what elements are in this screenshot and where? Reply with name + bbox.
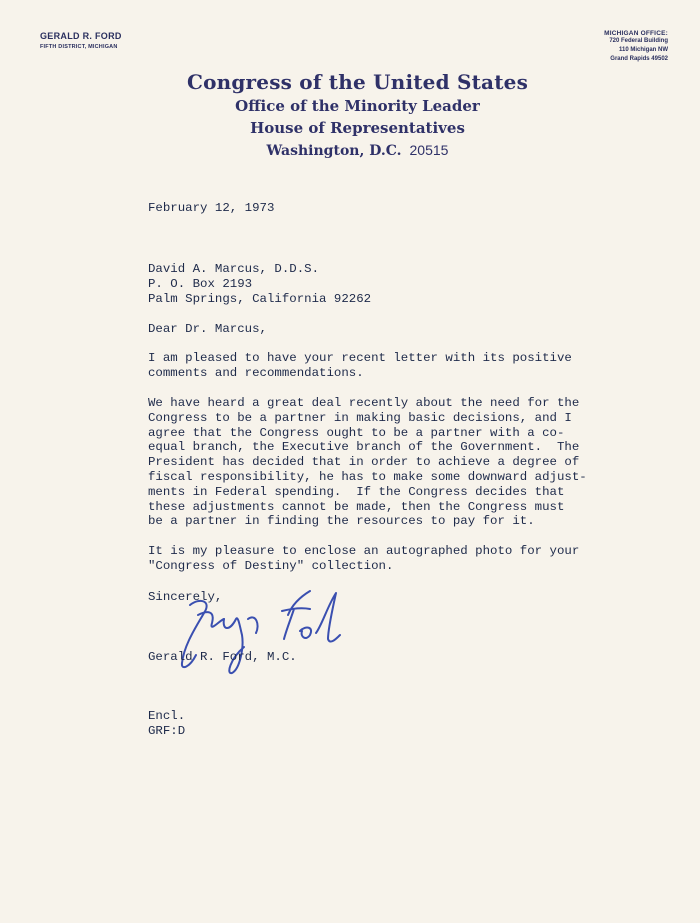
office-title: MICHIGAN OFFICE: bbox=[604, 30, 668, 37]
paragraph-2 bbox=[148, 396, 587, 529]
body-line: fiscal responsibility, he has to make some downward adjust- bbox=[148, 469, 587, 484]
closing: Sincerely, bbox=[148, 590, 223, 604]
body-line: equal branch, the Executive branch of the Government. The bbox=[148, 440, 580, 455]
letterhead-office bbox=[604, 30, 668, 64]
body-line: these adjustments cannot be made, then the Congress must bbox=[148, 499, 565, 514]
enclosure-line: Encl. bbox=[148, 709, 186, 723]
body-line: ments in Federal spending. If the Congress decides that bbox=[148, 484, 565, 499]
body-line: President has decided that in order to achieve a degree of bbox=[148, 455, 580, 470]
recipient-address bbox=[148, 262, 371, 306]
letterhead-title bbox=[150, 70, 565, 162]
reference-initials: GRF:D bbox=[148, 723, 186, 738]
enclosure-notation bbox=[148, 709, 185, 739]
letterhead-district: FIFTH DISTRICT, MICHIGAN bbox=[40, 44, 118, 50]
body-line: Congress to be a partner in making basic decisions, and I bbox=[148, 410, 572, 425]
office-line: Grand Rapids 49502 bbox=[610, 56, 668, 62]
letterhead-office-name: Office of the Minority Leader bbox=[235, 97, 480, 115]
letterhead-zip: 20515 bbox=[409, 142, 449, 158]
body-line: comments and recommendations. bbox=[148, 365, 364, 380]
body-line: "Congress of Destiny" collection. bbox=[148, 558, 394, 573]
body-line: I am pleased to have your recent letter with its positive bbox=[148, 351, 572, 365]
body-line: We have heard a great deal recently about the need for the bbox=[148, 396, 580, 410]
letterhead-left bbox=[40, 31, 122, 50]
office-line: 720 Federal Building bbox=[609, 38, 668, 44]
letter-date: February 12, 1973 bbox=[148, 201, 275, 215]
letterhead-city bbox=[150, 139, 565, 162]
letterhead-congress: Congress of the United States bbox=[186, 70, 529, 94]
body-line: It is my pleasure to enclose an autographed photo for your bbox=[148, 544, 580, 558]
paragraph-1 bbox=[148, 351, 572, 381]
letterhead-name: GERALD R. FORD bbox=[40, 31, 122, 41]
letterhead-city-name: Washington, D.C. bbox=[266, 143, 402, 159]
body-line: agree that the Congress ought to be a partner with a co- bbox=[148, 425, 565, 440]
address-line: Palm Springs, California 92262 bbox=[148, 291, 372, 306]
signer-name: Gerald R. Ford, M.C. bbox=[148, 650, 297, 664]
office-line: 110 Michigan NW bbox=[618, 47, 668, 53]
paragraph-3 bbox=[148, 544, 579, 574]
letterhead-house: House of Representatives bbox=[250, 119, 465, 137]
salutation: Dear Dr. Marcus, bbox=[148, 322, 267, 336]
address-line: David A. Marcus, D.D.S. bbox=[148, 262, 320, 276]
address-line: P. O. Box 2193 bbox=[148, 276, 253, 291]
body-line: be a partner in finding the resources to pay for it. bbox=[148, 514, 535, 529]
